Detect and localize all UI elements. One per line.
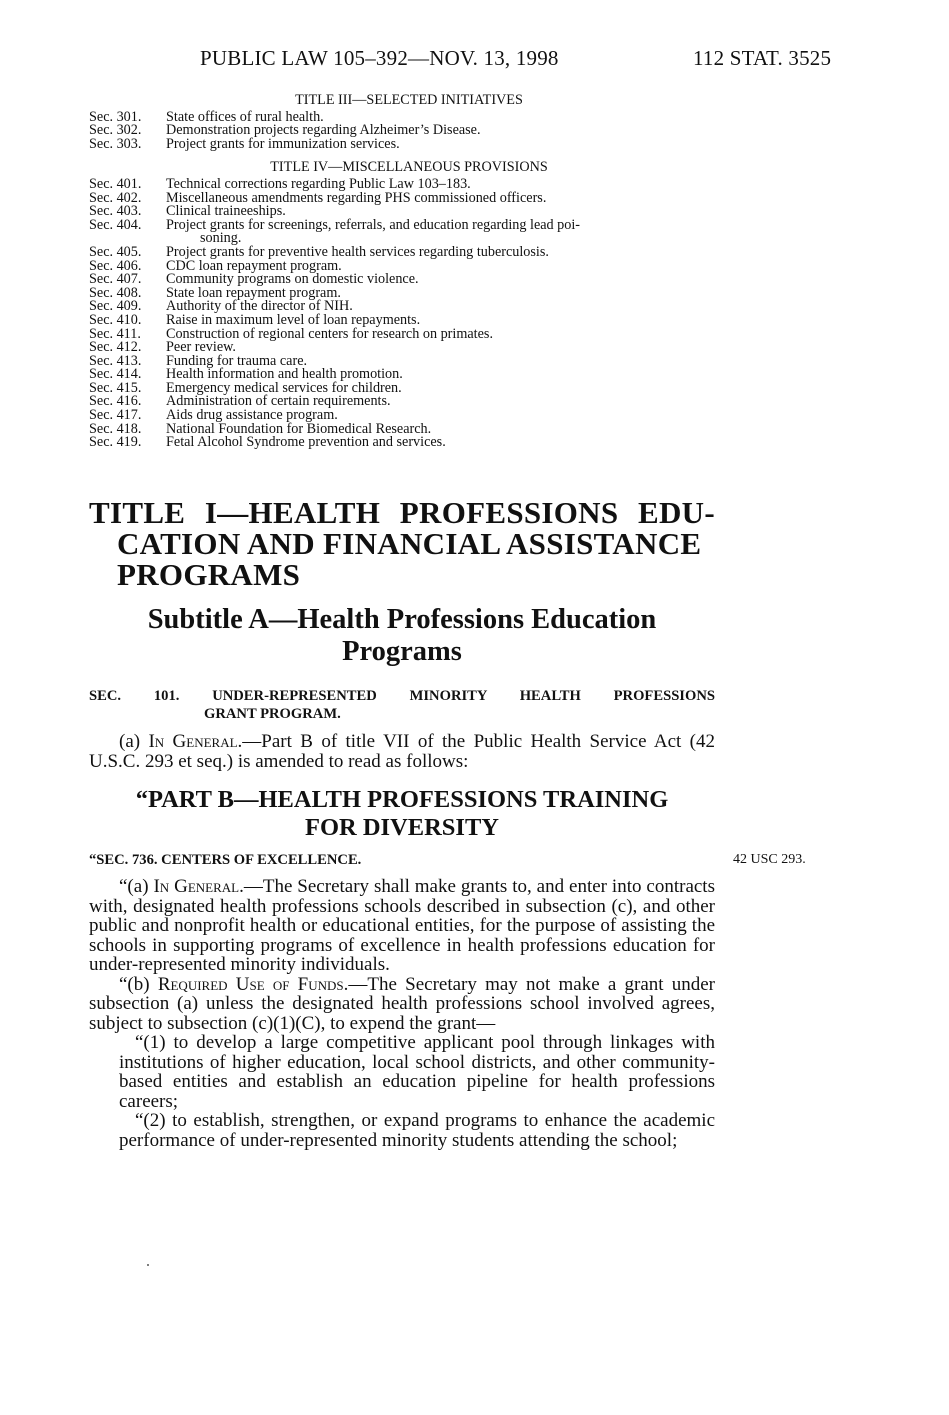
toc-section-title: Emergency medical services for children. [166,379,402,396]
toc-section-title-continued: soning. [200,230,242,247]
toc-section-title: Demonstration projects regarding Alzheimer’s Disease. [166,122,481,139]
toc-section-number: Sec. 419. [89,434,142,451]
toc-section-number: Sec. 415. [89,379,142,396]
running-header-left: PUBLIC LAW 105–392—NOV. 13, 1998 [200,46,559,70]
toc-section-number: Sec. 409. [89,298,142,315]
toc-section-title: State loan repayment program. [166,284,341,301]
running-header-page-number: 112 STAT. 3525 [693,46,832,70]
section-736-body [89,877,715,1150]
toc-section-number: Sec. 416. [89,393,142,410]
paragraph-1 [89,1033,715,1111]
title-i-line-3: PROGRAMS [117,557,301,592]
part-b-line-2: FOR DIVERSITY [305,814,499,841]
paragraph-a-text: —Part B of title VII of the Public Health Service Act (42 U.S.C. 293 et seq.) is amended to read as follows: [89,731,715,772]
toc-section-title: Peer review. [166,339,236,356]
toc-section-number: Sec. 408. [89,284,142,301]
toc-section-title: Aids drug assistance program. [166,407,338,424]
toc-title-iii: TITLE III—SELECTED INITIATIVES [295,92,523,108]
subsection-a-text: —The Secretary shall make grants to, and enter into contracts with, designated health professions schools described in subsection (c), and other public and nonprofit health or educational entities, for the purpose of assisting the schools in supporting programs of excellence in health professions education for under-represented minority individuals. [89,876,715,975]
toc-section-title: National Foundation for Biomedical Research. [166,420,432,437]
toc-section-number: Sec. 406. [89,257,142,274]
subtitle-a-line-2: Programs [342,636,462,667]
toc-entry [89,216,729,233]
subsection-a-caption: In General. [153,876,244,897]
toc-section-number: Sec. 301. [89,108,142,125]
subsection-a [89,877,715,975]
section-101-line-2: GRANT PROGRAM. [204,706,341,722]
subsection-b-label: “(b) [119,973,158,995]
toc-title-iv: TITLE IV—MISCELLANEOUS PROVISIONS [270,159,548,176]
toc-section-title: CDC loan repayment program. [166,257,342,274]
toc-section-title: Miscellaneous amendments regarding PHS commissioned officers. [166,189,547,206]
toc-section-number: Sec. 417. [89,407,142,424]
toc-section-number: Sec. 403. [89,203,142,220]
toc-section-number: Sec. 402. [89,189,142,206]
toc-section-number: Sec. 413. [89,352,142,369]
toc-title-iii-list [89,108,729,152]
section-101-line-1: SEC. 101. UNDER-REPRESENTED MINORITY HEALTH PROFESSIONS [89,688,715,704]
subsection-a-label: “(a) [119,876,154,897]
toc-section-number: Sec. 410. [89,311,142,328]
toc-section-title: Funding for trauma care. [166,352,308,369]
toc-section-number: Sec. 412. [89,339,142,356]
paragraph-a-caption: In General. [148,731,243,752]
paragraph-2 [89,1111,715,1150]
title-i-heading [89,497,715,590]
toc-section-title: Authority of the director of NIH. [166,298,353,315]
toc-section-number: Sec. 411. [89,325,141,342]
subtitle-a-line-1: Subtitle A—Health Professions Education [147,604,657,635]
toc-section-title: Construction of regional centers for research on primates. [166,325,493,342]
section-101-heading [89,687,715,723]
toc-entry [89,436,729,450]
toc-title-iv-list [89,175,729,451]
paragraph-a-label: (a) [119,731,149,752]
part-b-heading [89,786,715,842]
toc-section-title: Health information and health promotion. [166,366,403,383]
toc-section-title: Fetal Alcohol Syndrome prevention and services. [166,434,446,451]
part-b-line-1: “PART B—HEALTH PROFESSIONS TRAINING [135,786,669,813]
toc-section-number: Sec. 401. [89,175,142,192]
toc-section-title: Clinical traineeships. [166,203,286,220]
toc-section-title: Technical corrections regarding Public Law 103–183. [166,175,471,192]
toc-section-number: Sec. 405. [89,243,142,260]
subtitle-a-heading [89,604,715,668]
toc-section-title: Project grants for preventive health services regarding tuberculosis. [166,243,549,260]
toc-section-number: Sec. 414. [89,366,142,383]
paragraph-1-text: “(1) to develop a large competitive applicant pool through linkages with institutions of higher education, local school districts, and other community-based entities and establish an education pipeline for health professions careers; [119,1032,715,1112]
paragraph-2-text: “(2) to establish, strengthen, or expand programs to enhance the academic performance of under-represented minority students attending the school; [119,1110,715,1151]
toc-section-title: State offices of rural health. [166,108,324,125]
title-i-line-1: TITLE I—HEALTH PROFESSIONS EDU- [89,495,715,530]
subsection-b [89,975,715,1034]
toc-section-number: Sec. 418. [89,420,142,437]
toc-section-title: Project grants for screenings, referrals, and education regarding lead poi- [166,216,581,233]
paragraph-a [89,732,715,771]
toc-section-number: Sec. 302. [89,122,142,139]
toc-section-number: Sec. 303. [89,135,142,152]
toc-entry [89,135,729,152]
toc-section-number: Sec. 404. [89,216,142,233]
table-of-contents [89,94,729,450]
subsection-b-caption: Required Use of Funds. [157,973,349,995]
toc-section-title: Administration of certain requirements. [166,393,391,410]
subsection-b-text: —The Secretary may not make a grant under subsection (a) unless the designated health professions school involved agrees, subject to subsection (c)(1)(C), to expend the grant— [89,973,716,1034]
toc-section-title: Project grants for immunization services. [166,135,400,152]
scan-speck [147,1264,149,1266]
usc-margin-note: 42 USC 293. [733,852,806,867]
toc-section-title: Community programs on domestic violence. [166,271,419,288]
toc-section-number: Sec. 407. [89,271,142,288]
title-i-line-2: CATION AND FINANCIAL ASSISTANCE [117,526,702,561]
toc-section-title: Raise in maximum level of loan repayments. [166,311,421,328]
section-736-heading: “SEC. 736. CENTERS OF EXCELLENCE. [89,852,362,868]
